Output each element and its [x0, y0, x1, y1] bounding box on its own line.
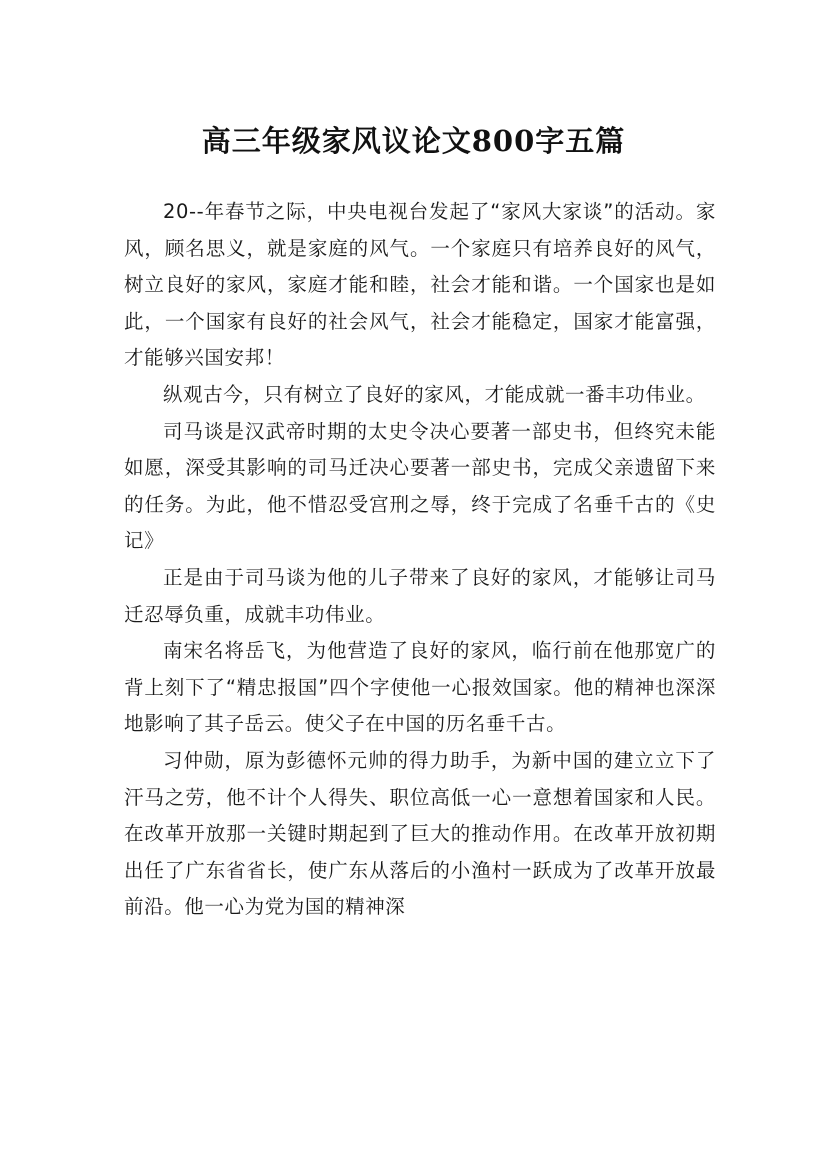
paragraph-4: 正是由于司马谈为他的儿子带来了良好的家风，才能够让司马迁忍辱负重，成就丰功伟业。 [124, 565, 716, 626]
paragraph-3: 司马谈是汉武帝时期的太史令决心要著一部史书，但终究未能如愿，深受其影响的司马迁决心要著一部史书，完成父亲遗留下来的任务。为此，他不惜忍受宫刑之辱，终于完成了名垂千古的《史记》 [124, 419, 716, 553]
document-title: 高三年级家风议论文800字五篇 [201, 124, 626, 159]
document-body [124, 194, 716, 926]
paragraph-5: 南宋名将岳飞，为他营造了良好的家风，临行前在他那宽广的背上刻下了“精忠报国”四个字使他一心报效国家。他的精神也深深地影响了其子岳云。使父子在中国的历名垂千古。 [124, 639, 716, 736]
paragraph-2: 纵观古今，只有树立了良好的家风，才能成就一番丰功伟业。 [163, 382, 706, 406]
paragraph-6: 习仲勋，原为彭德怀元帅的得力助手，为新中国的建立立下了汗马之劳，他不计个人得失、职位高低一心一意想着国家和人民。在改革开放那一关键时期起到了巨大的推动作用。在改革开放初期出任了广东省省长，使广东从落后的小渔村一跃成为了改革开放最前沿。他一心为党为国的精神深 [124, 748, 716, 919]
paragraph-1: 20--年春节之际，中央电视台发起了“家风大家谈”的活动。家风，顾名思义，就是家庭的风气。一个家庭只有培养良好的风气，树立良好的家风，家庭才能和睦，社会才能和谐。一个国家也是如此，一个国家有良好的社会风气，社会才能稳定，国家才能富强，才能够兴国安邦！ [124, 200, 716, 370]
